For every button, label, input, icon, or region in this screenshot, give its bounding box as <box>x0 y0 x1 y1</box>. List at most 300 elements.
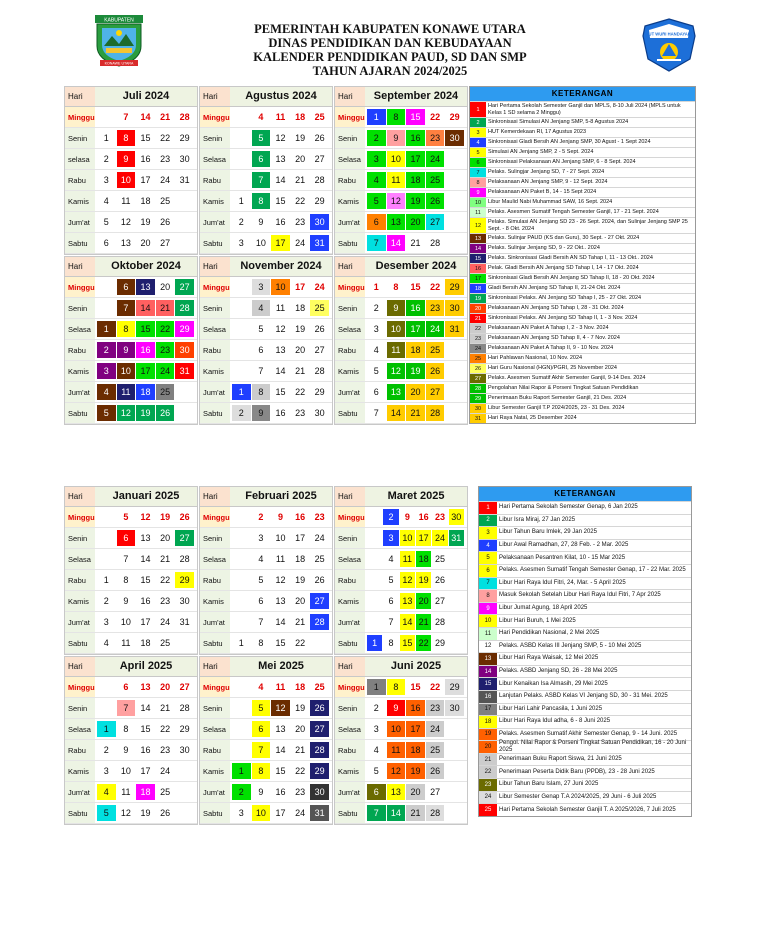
date-cell: 9 <box>258 217 264 227</box>
date-cell: 7 <box>367 805 386 821</box>
legend-item <box>470 177 695 187</box>
date-cell: 4 <box>367 172 386 188</box>
week-day-row <box>335 612 467 633</box>
date-cell: 11 <box>387 342 406 358</box>
date-cell: 21 <box>160 112 171 122</box>
date-cell: 11 <box>117 384 136 400</box>
legend-text: Libur Tahun Baru Islam, 27 Juni 2025 <box>499 781 599 788</box>
day-name: Selasa <box>65 549 95 569</box>
day-name: Rabu <box>335 740 365 760</box>
legend-text: Libur Hari Raya Waisak, 12 Mei 2025 <box>499 655 599 662</box>
day-name: Selasa <box>335 719 365 739</box>
day-name: Rabu <box>335 570 365 590</box>
date-cell: 3 <box>103 617 109 627</box>
hari-label: Hari <box>335 657 365 676</box>
date-cell: 26 <box>426 193 445 209</box>
date-cell: 5 <box>252 130 271 146</box>
date-cell: 1 <box>238 196 244 206</box>
day-name: Rabu <box>65 570 95 590</box>
legend-swatch: 4 <box>470 138 486 147</box>
title-line-2: DINAS PENDIDIKAN DAN KEBUDAYAAN <box>268 36 512 50</box>
month-header <box>65 487 197 507</box>
date-cell: 29 <box>434 638 445 648</box>
date-cell: 30 <box>310 214 329 230</box>
date-cell: 26 <box>426 763 445 779</box>
legend-text: Masuk Sekolah Setelah Libur Hari Raya Idul Fitri, 7 Apr 2025 <box>499 592 661 599</box>
date-cell: 15 <box>410 682 421 692</box>
legend-text: Pelaksanaan Pesantren Kilat, 10 - 15 Mar 2025 <box>499 554 626 561</box>
legend-item <box>470 217 695 233</box>
date-cell: 1 <box>367 679 386 695</box>
date-cell: 17 <box>140 175 151 185</box>
day-name: Kamis <box>200 591 230 611</box>
svg-text:KABUPATEN: KABUPATEN <box>104 17 134 24</box>
week-day-row <box>335 782 467 803</box>
legend-item <box>470 303 695 313</box>
legend-swatch: 20 <box>479 741 497 753</box>
date-cell: 29 <box>179 133 190 143</box>
day-name: Jum'at <box>335 612 365 632</box>
date-cell: 9 <box>117 151 136 167</box>
date-cell <box>97 530 116 546</box>
date-cell: 15 <box>410 282 421 292</box>
date-cell: 29 <box>449 112 460 122</box>
date-cell <box>232 279 251 295</box>
legend-swatch: 16 <box>470 264 486 273</box>
date-cell <box>232 530 251 546</box>
legend-item <box>479 652 691 665</box>
week-day-row <box>200 128 332 149</box>
week-day-row <box>200 403 332 424</box>
date-cell: 6 <box>123 682 129 692</box>
date-cell: 27 <box>426 384 445 400</box>
date-cell: 24 <box>295 238 306 248</box>
legend-swatch: 9 <box>470 188 486 197</box>
date-cell: 22 <box>430 112 441 122</box>
date-cell <box>232 151 251 167</box>
date-cell: 19 <box>295 575 306 585</box>
hari-label: Hari <box>335 257 365 276</box>
date-cell <box>445 721 464 737</box>
week-day-row <box>200 149 332 170</box>
month-header <box>200 657 332 677</box>
date-cell: 24 <box>426 721 445 737</box>
legend-text: Sinkronisasi Gladi Bersih AN Jenjang SMP, 30 Agust - 1 Sept 2024 <box>488 139 651 146</box>
date-cell: 11 <box>121 196 131 206</box>
date-cell: 30 <box>314 408 325 418</box>
date-cell: 29 <box>314 387 325 397</box>
date-cell: 21 <box>295 366 306 376</box>
date-cell: 26 <box>314 133 325 143</box>
legend-swatch: 15 <box>479 678 497 690</box>
week-day-row <box>65 698 197 719</box>
date-cell: 22 <box>156 321 175 337</box>
date-cell: 12 <box>120 808 131 818</box>
legend-text: Pengolahan Nilai Rapor & Porseni Tingkat Satuan Pendidikan <box>488 385 639 392</box>
week-day-row <box>65 191 197 212</box>
date-cell <box>232 321 251 337</box>
date-cell <box>232 742 251 758</box>
week-day-row <box>65 612 197 633</box>
date-cell <box>445 805 464 821</box>
date-cell: 12 <box>275 575 286 585</box>
date-cell <box>175 193 194 209</box>
month-header <box>335 487 467 507</box>
tut-wuri-handayani-logo <box>640 16 698 74</box>
day-name: Sabtu <box>65 633 95 653</box>
week-day-row <box>335 698 467 719</box>
date-cell: 12 <box>120 217 131 227</box>
date-cell <box>445 742 464 758</box>
legend-text: HUT Kemerdekaan RI, 17 Agustus 2023 <box>488 129 587 136</box>
date-cell: 31 <box>310 235 329 251</box>
legend-swatch: 31 <box>470 414 486 423</box>
date-cell: 27 <box>314 345 325 355</box>
svg-text:KONAWE UTARA: KONAWE UTARA <box>104 61 134 66</box>
date-cell: 12 <box>387 193 406 209</box>
month-months_2025-1 <box>199 486 333 655</box>
week-day-row <box>200 528 332 549</box>
date-cell: 27 <box>426 214 445 230</box>
date-cell <box>445 214 464 230</box>
date-cell: 12 <box>387 763 406 779</box>
date-cell: 15 <box>400 635 415 651</box>
date-cell <box>97 509 116 525</box>
date-cell: 28 <box>179 112 190 122</box>
legend-text: Libur Maulid Nabi Muhammad SAW, 16 Sept. 2024 <box>488 199 613 206</box>
date-cell: 13 <box>275 154 286 164</box>
date-cell: 15 <box>140 133 151 143</box>
date-cell: 20 <box>295 724 306 734</box>
date-cell <box>97 551 116 567</box>
date-cell: 9 <box>117 342 136 358</box>
date-cell: 29 <box>445 679 464 695</box>
date-cell: 25 <box>426 742 445 758</box>
month-title: Agustus 2024 <box>245 90 317 102</box>
legend-text: Pelaks. Asesmen Sumatif Tengah Semester Ganjil, 17 - 21 Sept. 2024 <box>488 209 659 216</box>
date-cell: 13 <box>136 279 155 295</box>
date-cell: 19 <box>406 193 425 209</box>
date-cell: 21 <box>406 405 425 421</box>
day-name: Minggu <box>335 107 365 127</box>
date-cell: 12 <box>271 700 290 716</box>
date-cell: 13 <box>275 596 286 606</box>
month-months_2025-0 <box>64 486 198 655</box>
day-name: Minggu <box>335 677 365 697</box>
legend-swatch: 19 <box>479 729 497 741</box>
legend-swatch: 28 <box>470 384 486 393</box>
legend-text: Libur Hari Lahir Pancasila, 1 Juni 2025 <box>499 705 603 712</box>
date-cell: 26 <box>310 700 329 716</box>
legend-swatch: 12 <box>479 641 497 653</box>
week-day-row <box>200 698 332 719</box>
date-cell: 11 <box>121 638 131 648</box>
date-cell <box>449 614 464 630</box>
date-cell: 31 <box>310 805 329 821</box>
keterangan-legend <box>478 486 692 817</box>
date-cell: 31 <box>175 363 194 379</box>
date-cell: 18 <box>295 682 306 692</box>
date-cell: 16 <box>140 596 151 606</box>
legend-item <box>479 753 691 766</box>
legend-swatch: 3 <box>470 128 486 137</box>
legend-item <box>479 803 691 816</box>
date-cell: 20 <box>406 214 425 230</box>
legend-swatch: 9 <box>479 603 497 615</box>
day-name: Selasa <box>200 319 230 339</box>
date-cell: 14 <box>275 366 286 376</box>
date-cell: 7 <box>117 700 136 716</box>
week-day-row <box>200 507 332 528</box>
date-cell <box>97 700 116 716</box>
legend-text: Pelaks. Asesmen Sumatif Akhir Semester Genap, 9 - 14 Juni. 2025 <box>499 730 678 737</box>
date-cell: 16 <box>295 512 306 522</box>
date-cell: 5 <box>373 766 379 776</box>
legend-text: Pelaks. Asesmen Sumatif Tengah Semester Genap, 17 - 22 Mar. 2025 <box>499 567 686 574</box>
date-cell: 14 <box>140 703 151 713</box>
date-cell: 16 <box>418 512 429 522</box>
date-cell: 8 <box>123 575 129 585</box>
week-day-row <box>65 740 197 761</box>
date-cell: 23 <box>434 512 445 522</box>
date-cell <box>445 384 464 400</box>
day-name: Senin <box>200 128 230 148</box>
legend-swatch: 13 <box>479 653 497 665</box>
legend-item <box>470 313 695 323</box>
month-months_2025-5 <box>334 656 468 825</box>
week-day-row <box>65 528 197 549</box>
page-header <box>0 0 768 88</box>
date-cell: 23 <box>295 787 306 797</box>
date-cell: 29 <box>175 321 194 337</box>
legend-swatch: 20 <box>470 304 486 313</box>
date-cell: 1 <box>97 321 116 337</box>
date-cell: 3 <box>252 279 271 295</box>
date-cell: 14 <box>275 617 286 627</box>
date-cell: 13 <box>400 593 415 609</box>
date-cell: 25 <box>160 787 171 797</box>
date-cell: 14 <box>275 175 286 185</box>
date-cell: 26 <box>156 405 175 421</box>
date-cell: 18 <box>295 303 306 313</box>
hari-label: Hari <box>200 487 230 506</box>
legend-text: Pelaks. Sinkronisasi Gladi Bersih AN SD Tahap I, 11 - 13 Okt.. 2024 <box>488 255 653 262</box>
hari-label: Hari <box>335 487 365 506</box>
date-cell: 8 <box>117 321 136 337</box>
date-cell: 7 <box>388 617 394 627</box>
week-day-row <box>335 277 467 298</box>
date-cell: 28 <box>179 703 190 713</box>
date-cell: 28 <box>314 366 325 376</box>
legend-item <box>470 197 695 207</box>
date-cell: 23 <box>314 512 325 522</box>
day-name: Rabu <box>200 170 230 190</box>
date-cell: 24 <box>432 530 447 546</box>
legend-text: Libur Hari Raya Idul adha, 6 - 8 Juni 2025 <box>499 718 611 725</box>
date-cell: 22 <box>416 635 431 651</box>
date-cell: 2 <box>238 217 244 227</box>
date-cell <box>97 279 116 295</box>
date-cell: 20 <box>140 238 151 248</box>
date-cell: 16 <box>275 787 286 797</box>
day-name: Jum'at <box>200 212 230 232</box>
week-day-row <box>65 761 197 782</box>
date-cell: 8 <box>387 679 406 695</box>
week-day-row <box>200 340 332 361</box>
date-cell: 16 <box>406 700 425 716</box>
date-cell: 28 <box>434 617 445 627</box>
date-cell: 10 <box>117 172 136 188</box>
date-cell: 20 <box>416 593 431 609</box>
date-cell: 3 <box>238 238 244 248</box>
date-cell: 11 <box>275 303 286 313</box>
date-cell: 1 <box>367 635 382 651</box>
day-name: Minggu <box>200 677 230 697</box>
date-cell: 15 <box>140 724 151 734</box>
date-cell <box>367 530 382 546</box>
legend-swatch: 7 <box>479 578 497 590</box>
date-cell: 22 <box>295 196 306 206</box>
day-name: Jum'at <box>65 212 95 232</box>
date-cell: 10 <box>275 533 286 543</box>
date-cell <box>367 614 382 630</box>
date-cell: 2 <box>258 512 264 522</box>
legend-swatch: 23 <box>479 779 497 791</box>
date-cell: 22 <box>295 638 306 648</box>
legend-swatch: 13 <box>470 234 486 243</box>
week-day-row <box>335 149 467 170</box>
date-cell: 26 <box>179 512 190 522</box>
date-cell: 2 <box>373 303 379 313</box>
legend-text: Gladi Bersih AN Jenjang SD Tahap II, 21-24 Okt. 2024 <box>488 285 621 292</box>
keterangan-legend <box>469 86 696 424</box>
date-cell: 25 <box>314 682 325 692</box>
legend-swatch: 27 <box>470 374 486 383</box>
date-cell: 25 <box>314 554 325 564</box>
date-cell: 18 <box>140 196 151 206</box>
date-cell: 2 <box>383 509 398 525</box>
date-cell: 9 <box>252 405 271 421</box>
day-name: Minggu <box>65 507 95 527</box>
legend-text: Pelaks. ASBD Jenjang SD, 26 - 28 Mei 2025 <box>499 668 618 675</box>
legend-text: Libur Semester Genap T.A 2024/2025, 29 Juni - 6 Juli 2025 <box>499 793 657 800</box>
date-cell: 14 <box>140 112 151 122</box>
day-name: Sabtu <box>200 233 230 253</box>
date-cell <box>232 509 251 525</box>
date-cell: 27 <box>314 154 325 164</box>
month-header <box>65 657 197 677</box>
date-cell: 2 <box>97 342 116 358</box>
legend-item <box>470 243 695 253</box>
day-name: Sabtu <box>200 803 230 823</box>
day-name: Rabu <box>200 740 230 760</box>
date-cell: 21 <box>160 703 171 713</box>
day-name: selasa <box>65 149 95 169</box>
legend-swatch: 18 <box>470 284 486 293</box>
hari-label: Hari <box>200 87 230 106</box>
day-name: Kamis <box>335 761 365 781</box>
date-cell: 10 <box>271 279 290 295</box>
day-name: Kamis <box>65 761 95 781</box>
date-cell: 21 <box>156 300 175 316</box>
legend-item <box>470 137 695 147</box>
legend-swatch: 11 <box>470 208 486 217</box>
month-header <box>65 87 197 107</box>
date-cell: 27 <box>310 593 329 609</box>
legend-item <box>470 333 695 343</box>
legend-item <box>479 589 691 602</box>
date-cell: 19 <box>160 512 171 522</box>
date-cell: 29 <box>445 279 464 295</box>
date-cell: 17 <box>136 363 155 379</box>
week-day-row <box>65 361 197 382</box>
week-day-row <box>335 761 467 782</box>
week-day-row <box>200 382 332 403</box>
legend-swatch: 22 <box>479 766 497 778</box>
date-cell: 2 <box>232 405 251 421</box>
day-name: Minggu <box>65 277 95 297</box>
legend-swatch: 7 <box>470 168 486 177</box>
legend-item <box>470 363 695 373</box>
date-cell: 4 <box>97 384 116 400</box>
date-cell: 11 <box>387 172 406 188</box>
date-cell: 18 <box>136 384 155 400</box>
legend-item <box>479 640 691 653</box>
date-cell: 29 <box>314 196 325 206</box>
date-cell: 1 <box>103 133 109 143</box>
legend-text: Hari Pertama Sekolah Semester Ganjil T. A 2025/2026, 7 Juli 2025 <box>499 806 676 813</box>
legend-swatch: 30 <box>470 404 486 413</box>
date-cell: 8 <box>388 638 394 648</box>
date-cell: 25 <box>434 554 445 564</box>
day-name: Kamis <box>65 361 95 381</box>
date-cell: 12 <box>275 133 286 143</box>
legend-swatch: 16 <box>479 691 497 703</box>
legend-swatch: 1 <box>479 502 497 514</box>
date-cell: 5 <box>388 575 394 585</box>
legend-text: Hari Pertama Sekolah Semester Ganjil dan MPLS, 8-10 Juli 2024 (MPLS untuk Kelas 1 SD selama 2 Minggu) <box>488 103 681 116</box>
legend-item <box>479 577 691 590</box>
day-name: Selasa <box>200 549 230 569</box>
legend-swatch: 18 <box>479 716 497 728</box>
legend-item <box>479 539 691 552</box>
date-cell: 10 <box>387 321 406 337</box>
date-cell: 15 <box>275 638 286 648</box>
week-day-row <box>65 803 197 824</box>
date-cell: 25 <box>426 342 445 358</box>
legend-text: Hari Pendidikan Nasional, 2 Mei 2025 <box>499 630 600 637</box>
legend-item <box>479 690 691 703</box>
date-cell: 23 <box>160 596 171 606</box>
week-day-row <box>200 761 332 782</box>
date-cell: 6 <box>117 530 136 546</box>
legend-swatch: 10 <box>470 198 486 207</box>
date-cell: 30 <box>310 784 329 800</box>
date-cell <box>232 572 251 588</box>
date-cell: 15 <box>406 109 425 125</box>
month-title: Mei 2025 <box>258 660 304 672</box>
day-name: Kamis <box>65 591 95 611</box>
date-cell: 10 <box>120 617 131 627</box>
week-day-row <box>200 233 332 254</box>
date-cell <box>449 635 464 651</box>
legend-item <box>470 273 695 283</box>
date-cell: 3 <box>258 533 264 543</box>
month-header <box>200 257 332 277</box>
hari-label: Hari <box>65 87 95 106</box>
date-cell: 17 <box>406 151 425 167</box>
legend-text: Hari Pertama Sekolah Semester Genap, 6 Jan 2025 <box>499 504 638 511</box>
